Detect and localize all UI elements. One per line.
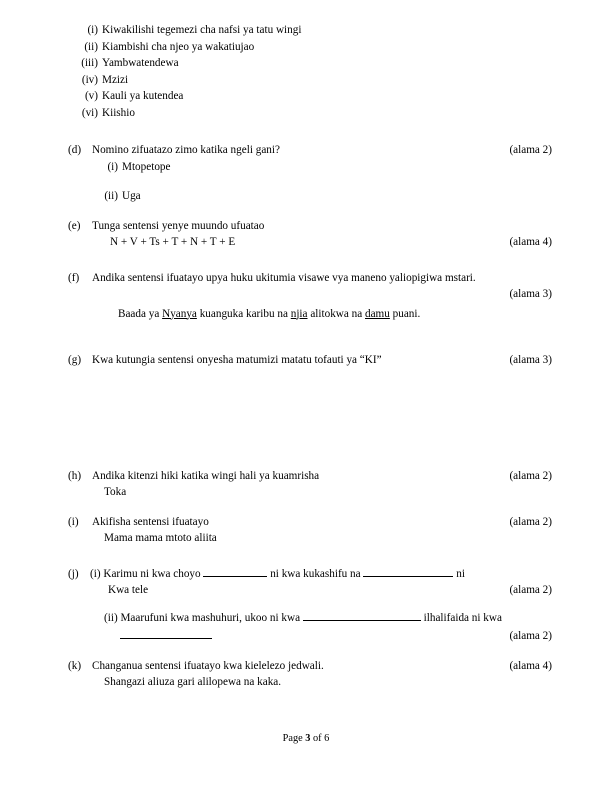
sentence-part-underlined: damu xyxy=(365,307,390,320)
sub-text-part2: ni kwa kukashifu na xyxy=(270,567,361,580)
question-i-prompt: Akifisha sentensi ifuatayo xyxy=(92,515,209,528)
list-item-text: Kauli ya kutendea xyxy=(102,90,184,103)
sub-numeral: (i) xyxy=(90,567,101,580)
sub-text-part1: Karimu ni kwa choyo xyxy=(103,567,201,580)
question-g-label: (g) xyxy=(68,353,82,366)
sentence-part-underlined: Nyanya xyxy=(162,307,197,320)
footer-total-pages: 6 xyxy=(324,733,330,744)
list-item xyxy=(68,88,552,105)
question-h-label: (h) xyxy=(68,469,82,482)
question-e-prompt: Tunga sentensi yenye muundo ufuatao xyxy=(92,219,265,232)
question-k xyxy=(68,658,552,690)
sub-numeral: (ii) xyxy=(104,611,118,624)
sentence-part: puani. xyxy=(389,307,421,320)
question-f-label: (f) xyxy=(68,271,80,284)
question-g xyxy=(68,352,552,368)
question-h-answer: Toka xyxy=(104,485,127,498)
sentence-part-underlined: njia xyxy=(290,307,308,320)
question-e-formula: N + V + Ts + T + N + T + E xyxy=(110,235,236,248)
question-d-label: (d) xyxy=(68,143,82,156)
question-j-marks-i: (alama 2) xyxy=(509,583,552,596)
fill-blank-3[interactable] xyxy=(303,620,421,621)
list-item xyxy=(68,55,552,72)
question-d xyxy=(68,142,552,204)
list-item-numeral: (vi) xyxy=(81,106,98,119)
question-j xyxy=(68,566,552,644)
sub-text-part1: Maarufuni kwa mashuhuri, ukoo ni kwa xyxy=(120,611,301,624)
question-f-marks: (alama 3) xyxy=(509,287,552,300)
question-i xyxy=(68,514,552,546)
list-item-numeral: (iv) xyxy=(81,73,98,86)
sub-text-part3: ni xyxy=(456,567,465,580)
list-item-numeral: (i) xyxy=(87,24,98,36)
sub-text: Mtopetope xyxy=(122,160,171,173)
fill-blank-4[interactable] xyxy=(120,638,212,639)
sub-text: Uga xyxy=(122,189,141,202)
list-item-text: Kiwakilishi tegemezi cha nafsi ya tatu wingi xyxy=(102,24,302,36)
footer-middle: of xyxy=(313,733,322,744)
question-d-marks: (alama 2) xyxy=(509,143,552,156)
footer-prefix: Page xyxy=(282,733,303,744)
sentence-part: Baada ya xyxy=(118,307,163,320)
fill-blank-2[interactable] xyxy=(363,576,453,577)
question-h-prompt: Andika kitenzi hiki katika wingi hali ya kuamrisha xyxy=(92,469,320,482)
fill-blank-1[interactable] xyxy=(203,576,267,577)
question-g-prompt: Kwa kutungia sentensi onyesha matumizi matatu tofauti ya “KI” xyxy=(92,353,382,366)
question-i-label: (i) xyxy=(68,515,79,528)
question-g-marks: (alama 3) xyxy=(509,353,552,366)
sub-text-part2: ilhalifaida ni kwa xyxy=(423,611,502,624)
roman-numeral-list xyxy=(68,22,552,122)
question-i-marks: (alama 2) xyxy=(509,515,552,528)
question-h xyxy=(68,468,552,500)
question-j-sub-i-line2: Kwa tele xyxy=(108,583,149,596)
question-k-label: (k) xyxy=(68,659,82,672)
list-item-text: Yambwatendewa xyxy=(102,57,179,70)
list-item xyxy=(68,72,552,89)
question-k-answer: Shangazi aliuza gari alilopewa na kaka. xyxy=(104,675,282,688)
list-item xyxy=(68,22,552,39)
question-h-marks: (alama 2) xyxy=(509,469,552,482)
question-d-sub-i xyxy=(92,159,552,175)
list-item-numeral: (ii) xyxy=(84,40,98,53)
list-item-text: Mzizi xyxy=(102,73,129,86)
question-j-label: (j) xyxy=(68,567,79,580)
list-item xyxy=(68,39,552,56)
list-item-numeral: (iii) xyxy=(81,57,98,70)
question-e-label: (e) xyxy=(68,219,81,232)
question-f-prompt: Andika sentensi ifuatayo upya huku ukitumia visawe vya maneno yaliopigiwa mstari. xyxy=(92,271,476,284)
question-k-prompt: Changanua sentensi ifuatayo kwa kielelezo jedwali. xyxy=(92,659,324,672)
sub-numeral: (i) xyxy=(107,160,118,173)
question-e-marks: (alama 4) xyxy=(509,235,552,248)
page-footer xyxy=(0,733,612,744)
question-j-sub-i xyxy=(90,566,552,582)
list-item xyxy=(68,105,552,122)
question-d-sub-ii xyxy=(92,188,552,204)
list-item-numeral: (v) xyxy=(84,90,98,103)
question-f xyxy=(68,270,552,322)
question-e xyxy=(68,218,552,250)
sentence-part: kuanguka karibu na xyxy=(196,307,291,320)
question-j-marks-ii: (alama 2) xyxy=(509,629,552,642)
question-k-marks: (alama 4) xyxy=(509,659,552,672)
question-j-sub-ii xyxy=(90,610,552,644)
sentence-part: alitokwa na xyxy=(307,307,365,320)
footer-current-page: 3 xyxy=(305,733,311,744)
question-d-prompt: Nomino zifuatazo zimo katika ngeli gani? xyxy=(92,143,280,156)
question-f-sentence xyxy=(92,306,552,322)
sub-numeral: (ii) xyxy=(104,189,118,202)
list-item-text: Kiishio xyxy=(102,106,135,119)
question-i-answer: Mama mama mtoto aliita xyxy=(104,531,217,544)
list-item-text: Kiambishi cha njeo ya wakatiujao xyxy=(102,40,255,53)
